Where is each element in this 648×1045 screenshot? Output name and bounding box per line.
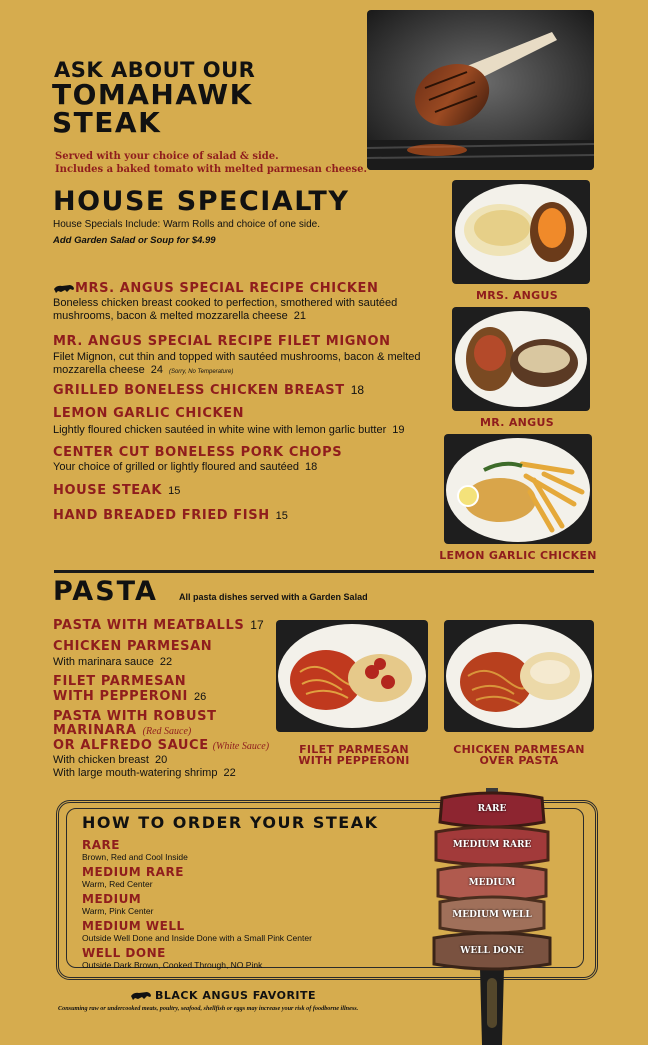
item-note-white: (White Sauce) xyxy=(212,741,270,752)
filet-parmesan-caption xyxy=(276,744,432,766)
doneness-name: WELL DONE xyxy=(82,946,166,960)
item-desc: Your choice of grilled or lightly floured and sautéed xyxy=(53,461,300,473)
doneness-name: MEDIUM RARE xyxy=(82,865,184,879)
item-desc: Lightly floured chicken sautéed in white wine with lemon garlic butter xyxy=(53,424,387,436)
house-add-salad-text: Add Garden Salad or Soup for $4.99 xyxy=(53,235,216,246)
item-desc: With marinara sauce xyxy=(53,656,154,668)
slice-label-medium: MEDIUM xyxy=(468,878,516,888)
item-option-chicken: With chicken breast xyxy=(53,754,149,766)
doneness-medium-rare xyxy=(82,865,184,889)
foodborne-warning: Consuming raw or undercooked meats, poultry, seafood, shellfish or eggs may increase your risk of foodborne illness. xyxy=(58,1005,359,1012)
pasta-title: PASTA xyxy=(53,576,158,607)
caption-line1: CHICKEN PARMESAN xyxy=(453,743,585,756)
menu-item-grilled-chicken xyxy=(53,383,364,398)
menu-item-house-steak xyxy=(53,483,180,498)
item-name: PASTA WITH MEATBALLS xyxy=(53,618,245,633)
item-name: GRILLED BONELESS CHICKEN BREAST xyxy=(53,383,345,398)
item-name-line1: PASTA WITH ROBUST xyxy=(53,709,217,724)
menu-item-filet-parmesan xyxy=(53,674,206,704)
doneness-name: RARE xyxy=(82,838,120,852)
black-angus-icon xyxy=(53,283,75,295)
tomahawk-heading-line1: ASK ABOUT OUR xyxy=(54,58,256,82)
item-desc: Filet Mignon, cut thin and topped with sautéed mushrooms, bacon & melted mozzarella cheese xyxy=(53,351,421,376)
doneness-medium xyxy=(82,892,153,916)
favorite-label: BLACK ANGUS FAVORITE xyxy=(155,989,317,1002)
item-price: 18 xyxy=(350,383,365,397)
item-price: 18 xyxy=(305,461,318,473)
item-name: HOUSE STEAK xyxy=(53,483,163,498)
doneness-name: MEDIUM xyxy=(82,892,142,906)
doneness-desc: Brown, Red and Cool Inside xyxy=(82,852,188,862)
menu-item-pasta-meatballs xyxy=(53,618,264,633)
mrs-angus-photo xyxy=(452,180,590,284)
doneness-well-done xyxy=(82,946,262,970)
item-price-chicken: 20 xyxy=(154,754,168,766)
item-name-line3: OR ALFREDO SAUCE xyxy=(53,738,209,753)
tomahawk-heading-line2: TOMAHAWK xyxy=(52,78,253,111)
doneness-rare xyxy=(82,838,188,862)
slice-label-rare: RARE xyxy=(477,804,507,814)
pasta-subtitle: All pasta dishes served with a Garden Salad xyxy=(179,592,368,602)
doneness-desc: Warm, Pink Center xyxy=(82,906,154,916)
item-price: 17 xyxy=(250,618,264,632)
item-price: 21 xyxy=(293,310,307,322)
menu-item-lemon-garlic xyxy=(53,406,433,437)
menu-item-pork-chops xyxy=(53,445,433,474)
item-price: 22 xyxy=(159,656,173,668)
doneness-desc: Warm, Red Center xyxy=(82,879,153,889)
item-name-line2: MARINARA xyxy=(53,723,137,738)
menu-item-mr-angus xyxy=(53,334,433,379)
item-price: 15 xyxy=(168,485,181,497)
caption-line2: WITH PEPPERONI xyxy=(298,754,410,767)
menu-item-mrs-angus xyxy=(53,281,433,323)
slice-label-medium-rare: MEDIUM RARE xyxy=(452,840,532,850)
caption-line1: FILET PARMESAN xyxy=(299,743,409,756)
mr-angus-caption: MR. ANGUS xyxy=(480,416,554,429)
item-option-shrimp: With large mouth-watering shrimp xyxy=(53,767,218,779)
item-name-line2: WITH PEPPERONI xyxy=(53,689,188,704)
item-name: LEMON GARLIC CHICKEN xyxy=(53,406,245,421)
lemon-garlic-chicken-photo xyxy=(444,434,592,544)
item-price-shrimp: 22 xyxy=(223,767,236,779)
lemon-garlic-chicken-caption: LEMON GARLIC CHICKEN xyxy=(439,549,597,562)
doneness-name: MEDIUM WELL xyxy=(82,919,185,933)
black-angus-icon xyxy=(130,990,152,1002)
chicken-parmesan-caption xyxy=(440,744,598,766)
house-includes-text: House Specials Include: Warm Rolls and choice of one side. xyxy=(53,219,320,230)
black-angus-favorite-legend xyxy=(130,989,316,1002)
chicken-parmesan-photo xyxy=(444,620,594,732)
section-divider xyxy=(54,570,594,573)
doneness-desc: Outside Well Done and Inside Done with a Small Pink Center xyxy=(82,933,312,943)
doneness-medium-well xyxy=(82,919,312,943)
item-price: 26 xyxy=(193,691,207,703)
item-price: 24 xyxy=(150,364,163,376)
slice-label-medium-well: MEDIUM WELL xyxy=(452,910,532,920)
mrs-angus-caption: MRS. ANGUS xyxy=(476,289,558,302)
item-name: CENTER CUT BONELESS PORK CHOPS xyxy=(53,445,343,460)
menu-item-chicken-parmesan xyxy=(53,639,212,669)
doneness-desc: Outside Dark Brown, Cooked Through, NO Pink xyxy=(82,960,263,970)
item-note-red: (Red Sauce) xyxy=(142,726,192,737)
menu-item-fried-fish xyxy=(53,508,288,523)
menu-item-pasta-robust xyxy=(53,709,269,780)
tomahawk-note-1: Served with your choice of salad & side. xyxy=(55,151,279,162)
item-name: HAND BREADED FRIED FISH xyxy=(53,508,270,523)
tomahawk-note-2: Includes a baked tomato with melted parmesan cheese. xyxy=(55,164,367,175)
house-specialty-title: HOUSE SPECIALTY xyxy=(53,186,350,217)
mr-angus-photo xyxy=(452,307,590,411)
item-price: 19 xyxy=(392,424,405,436)
item-name: MR. ANGUS SPECIAL RECIPE FILET MIGNON xyxy=(53,334,391,349)
item-desc: Boneless chicken breast cooked to perfection, smothered with sautéed mushrooms, bacon & melted mozzarella cheese xyxy=(53,297,398,322)
steak-order-title: HOW TO ORDER YOUR STEAK xyxy=(82,813,379,832)
tomahawk-heading-line3: STEAK xyxy=(52,106,162,139)
item-note: (Sorry, No Temperature) xyxy=(168,369,234,375)
item-price: 15 xyxy=(275,510,288,522)
item-name-line1: FILET PARMESAN xyxy=(53,674,187,689)
steak-skewer-illustration xyxy=(430,788,554,1045)
item-name: CHICKEN PARMESAN xyxy=(53,639,213,654)
slice-label-well-done: WELL DONE xyxy=(460,946,524,956)
filet-parmesan-photo xyxy=(276,620,428,732)
item-name: MRS. ANGUS SPECIAL RECIPE CHICKEN xyxy=(75,281,379,296)
caption-line2: OVER PASTA xyxy=(479,754,559,767)
tomahawk-photo xyxy=(367,10,594,170)
